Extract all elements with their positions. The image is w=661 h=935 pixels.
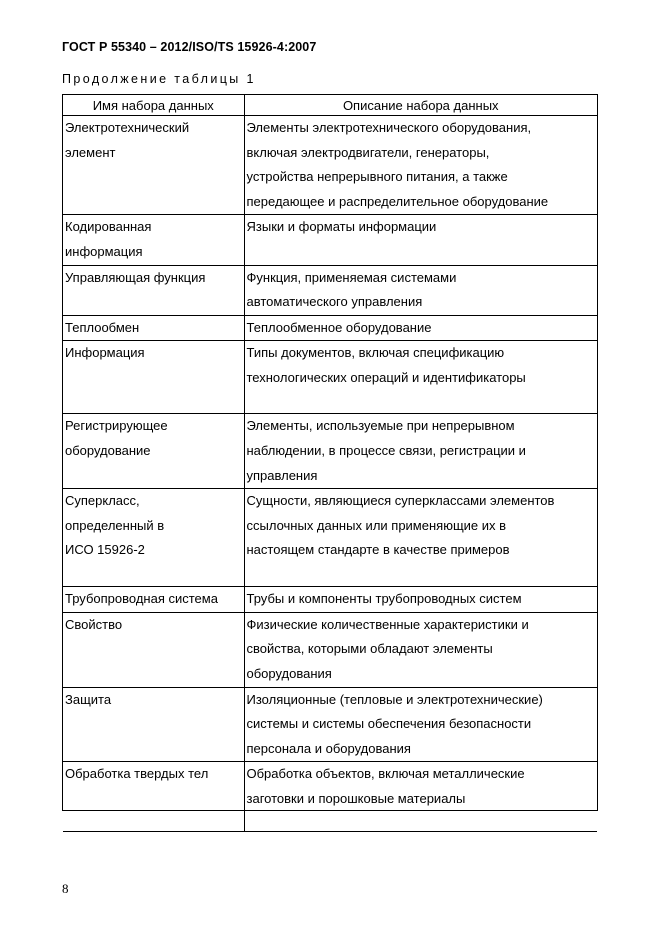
description-line: персонала и оборудования bbox=[246, 740, 411, 756]
data-set-name-cell bbox=[63, 265, 244, 315]
data-set-name-line: Обработка твердых тел bbox=[65, 766, 209, 782]
description-line: Языки и форматы информации bbox=[246, 219, 437, 235]
data-set-description-cell bbox=[244, 116, 597, 215]
data-set-name-cell bbox=[63, 762, 244, 832]
data-set-description-cell bbox=[244, 489, 597, 587]
data-set-name-line: Информация bbox=[65, 345, 145, 361]
data-set-name-cell bbox=[63, 315, 244, 341]
description-line: устройства непрерывного питания, а также bbox=[246, 169, 508, 185]
description-line: ссылочных данных или применяющие их в bbox=[246, 517, 507, 533]
description-line: автоматического управления bbox=[246, 294, 423, 310]
data-set-name-cell bbox=[63, 687, 244, 762]
table-row bbox=[63, 687, 597, 762]
table-row bbox=[63, 489, 597, 587]
data-set-name-cell bbox=[63, 612, 244, 687]
description-line: Элементы электротехнического оборудования, bbox=[246, 120, 532, 135]
description-line: заготовки и порошковые материалы bbox=[246, 790, 466, 806]
data-set-name-cell bbox=[63, 414, 244, 489]
data-set-description-cell bbox=[244, 612, 597, 687]
data-set-description-cell bbox=[244, 414, 597, 489]
data-set-name-line: Управляющая функция bbox=[65, 269, 206, 285]
data-set-name-line: элемент bbox=[65, 144, 116, 160]
data-set-name-line: Суперкласс, bbox=[65, 493, 140, 509]
data-sets-table bbox=[63, 95, 597, 832]
description-line: Изоляционные (тепловые и электротехнические) bbox=[246, 691, 543, 707]
data-set-name-line: определенный в bbox=[65, 517, 165, 533]
table-row bbox=[63, 762, 597, 832]
table-row bbox=[63, 315, 597, 341]
data-set-description-cell bbox=[244, 315, 597, 341]
description-line: Обработка объектов, включая металлические bbox=[246, 766, 525, 782]
description-line: настоящем стандарте в качестве примеров bbox=[246, 542, 510, 558]
data-set-description-cell bbox=[244, 687, 597, 762]
description-line: передающее и распределительное оборудование bbox=[246, 193, 549, 209]
data-set-name-line: Защита bbox=[65, 691, 112, 707]
table-header-row bbox=[63, 95, 597, 116]
data-set-description-cell bbox=[244, 341, 597, 414]
table-row bbox=[63, 265, 597, 315]
description-line: управления bbox=[246, 467, 318, 483]
description-line: Типы документов, включая спецификацию bbox=[246, 345, 505, 361]
data-set-name-line: Теплообмен bbox=[65, 319, 140, 335]
data-set-name-cell bbox=[63, 489, 244, 587]
description-line: наблюдении, в процессе связи, регистрации и bbox=[246, 442, 526, 458]
data-set-name-line: информация bbox=[65, 243, 143, 259]
description-line: Функция, применяемая системами bbox=[246, 269, 457, 285]
description-line: Теплообменное оборудование bbox=[246, 319, 432, 335]
data-set-name-cell bbox=[63, 587, 244, 613]
data-set-description-cell bbox=[244, 587, 597, 613]
data-set-name-cell bbox=[63, 341, 244, 414]
description-line: оборудования bbox=[246, 665, 332, 681]
page-number: 8 bbox=[62, 881, 69, 896]
description-line: Трубы и компоненты трубопроводных систем bbox=[246, 591, 522, 607]
description-line: Физические количественные характеристики и bbox=[246, 616, 529, 632]
data-set-name-line: ИСО 15926-2 bbox=[65, 542, 145, 558]
table-row bbox=[63, 587, 597, 613]
table-caption: Продолжение таблицы 1 bbox=[62, 72, 256, 86]
table-row bbox=[63, 116, 597, 215]
data-set-name-cell bbox=[63, 116, 244, 215]
data-set-name-cell bbox=[63, 215, 244, 265]
table-row bbox=[63, 414, 597, 489]
data-set-name-line: Трубопроводная система bbox=[65, 591, 218, 607]
table-row bbox=[63, 612, 597, 687]
description-line: свойства, которыми обладают элементы bbox=[246, 641, 493, 657]
data-set-description-cell bbox=[244, 762, 597, 832]
description-line: Элементы, используемые при непрерывном bbox=[246, 418, 515, 434]
data-set-name-line: оборудование bbox=[65, 442, 151, 458]
data-sets-table-frame bbox=[62, 94, 598, 811]
data-set-description-cell bbox=[244, 265, 597, 315]
data-set-name-line: Регистрирующее bbox=[65, 418, 168, 434]
column-header-name: Имя набора данных bbox=[63, 95, 244, 116]
description-line: включая электродвигатели, генераторы, bbox=[246, 144, 490, 160]
data-set-description-cell bbox=[244, 215, 597, 265]
column-header-description: Описание набора данных bbox=[244, 95, 597, 116]
description-line: Сущности, являющиеся суперклассами элементов bbox=[246, 493, 555, 509]
data-set-name-line: Кодированная bbox=[65, 219, 152, 235]
data-set-name-line: Электротехнический bbox=[65, 120, 190, 135]
standard-header: ГОСТ Р 55340 – 2012/ISO/TS 15926-4:2007 bbox=[62, 40, 317, 54]
description-line: системы и системы обеспечения безопасности bbox=[246, 716, 532, 732]
table-row bbox=[63, 215, 597, 265]
description-line: технологических операций и идентификаторы bbox=[246, 369, 526, 385]
data-set-name-line: Свойство bbox=[65, 616, 123, 632]
table-row bbox=[63, 341, 597, 414]
